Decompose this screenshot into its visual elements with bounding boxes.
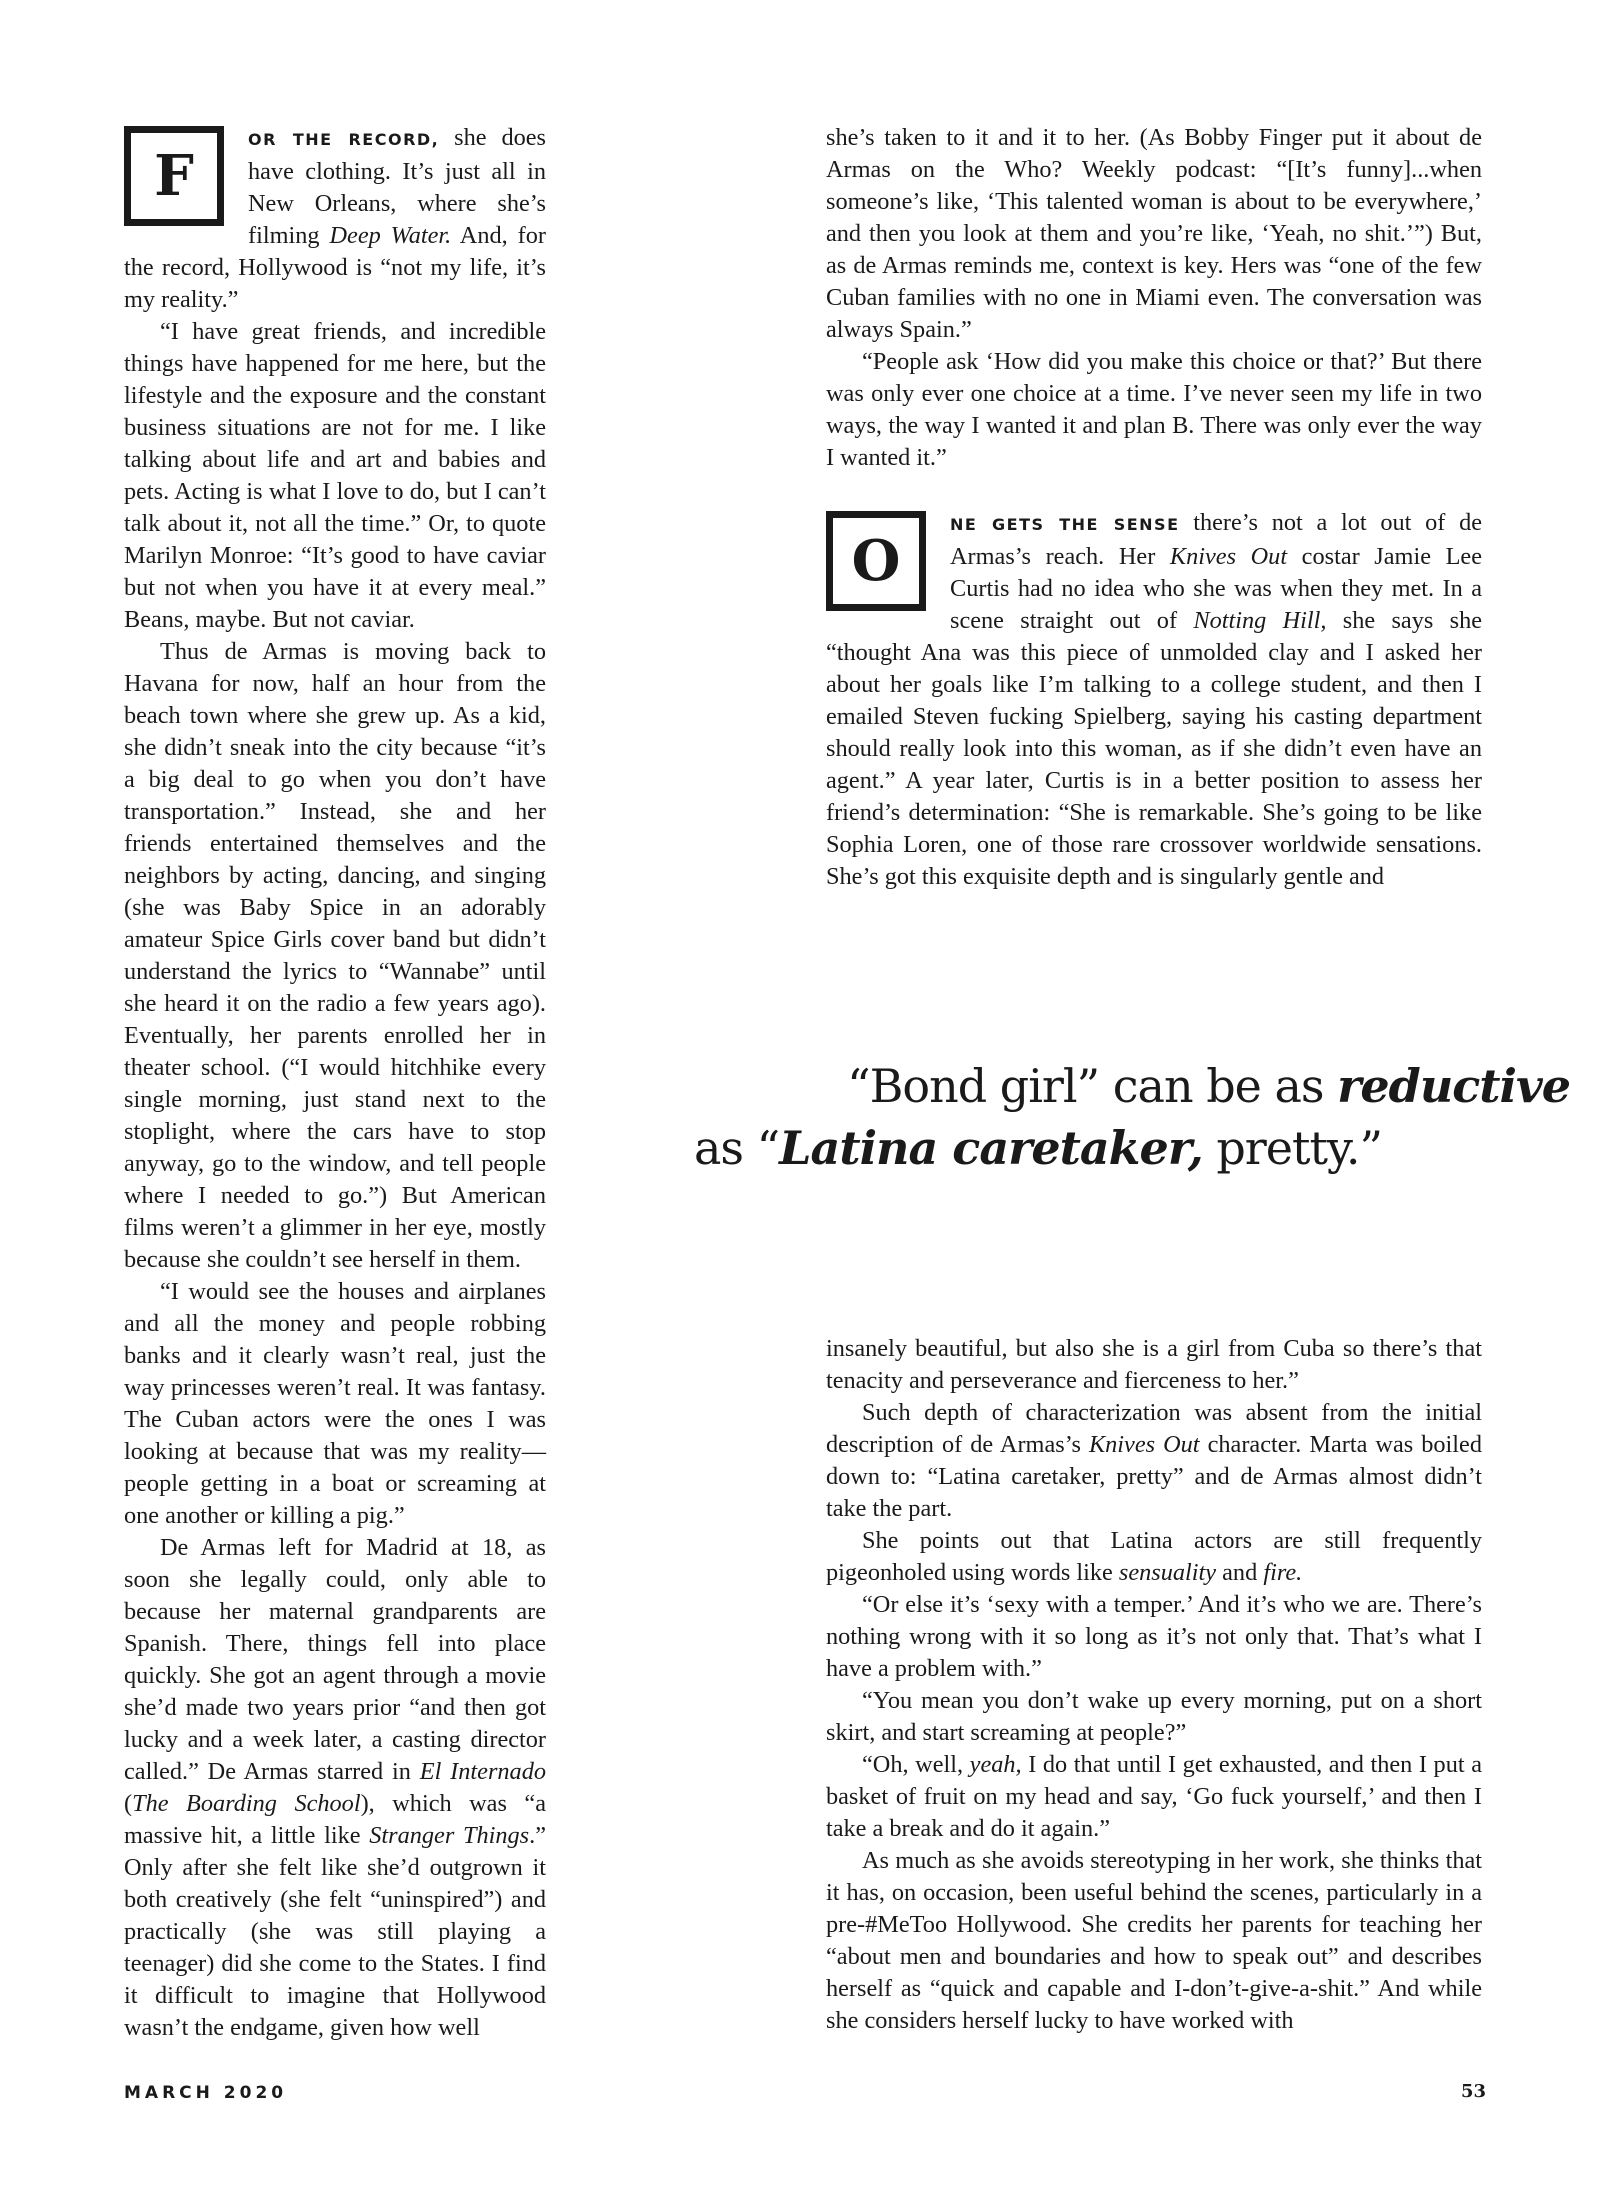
paragraph: insanely beautiful, but also she is a girl from Cuba so there’s that tenacity and perseverance and fierceness to her.” [826,1335,1482,1394]
paragraph: “People ask ‘How did you make this choice or that?’ But there was only ever one choice at a time. I’ve never seen my life in two ways, the way I wanted it and plan B. There was only ever the way I wanted it.” [826,348,1482,471]
drop-cap-o: O [826,511,926,611]
issue-date: MARCH 2020 [124,2083,288,2103]
paragraph: She points out that Latina actors are still frequently pigeonholed using words like sensuality and fire. [826,1527,1482,1586]
paragraph: “Oh, well, yeah, I do that until I get exhausted, and then I put a basket of fruit on my head and say, ‘Go fuck yourself,’ and then I take a break and do it again.” [826,1751,1482,1842]
run-in-heading: OR THE RECORD, [248,130,440,149]
right-column-bottom [826,1333,1482,2037]
page-number: 53 [1460,2081,1486,2102]
run-in-heading: NE GETS THE SENSE [950,515,1180,534]
pull-quote-line-2: as “Latina caretaker, pretty.” [694,1121,1383,1175]
paragraph: As much as she avoids stereotyping in her work, she thinks that it has, on occasion, been useful behind the scenes, particularly in a pre-#MeToo Hollywood. She credits her parents for teaching her “about men and boundaries and how to speak out” and describes herself as “quick and capable and I-don’t-give-a-shit.” And while she considers herself lucky to have worked with [826,1847,1482,2034]
pull-quote-line-1: “Bond girl” can be as reductive [847,1059,1570,1113]
left-column [124,122,546,2044]
paragraph: De Armas left for Madrid at 18, as soon she legally could, only able to because her maternal grandparents are Spanish. There, things fell into place quickly. She got an agent through a movie she’d made two years prior “and then got lucky and a week later, a casting director called.” De Armas starred in El Internado (The Boarding School), which was “a massive hit, a little like Stranger Things.” Only after she felt like she’d outgrown it both creatively (she felt “uninspired”) and practically (she was still playing a teenager) did she come to the States. I find it difficult to imagine that Hollywood wasn’t the endgame, given how well [124,1534,546,2041]
paragraph: OR THE RECORD, she does have clothing. It’s just all in New Orleans, where she’s filming Deep Water. And, for the record, Hollywood is “not my life, it’s my reality.” [124,124,546,313]
paragraph: “I have great friends, and incredible things have happened for me here, but the lifestyle and the exposure and the constant business situations are not for me. I like talking about life and art and babies and pets. Acting is what I love to do, but I can’t talk about it, not all the time.” Or, to quote Marilyn Monroe: “It’s good to have caviar but not when you have it at every meal.” Beans, maybe. But not caviar. [124,318,546,633]
pull-quote [694,1055,1570,1179]
paragraph: Thus de Armas is moving back to Havana for now, half an hour from the beach town where she grew up. As a kid, she didn’t sneak into the city because “it’s a big deal to go when you don’t have transportation.” Instead, she and her friends entertained themselves and the neighbors by acting, dancing, and singing (she was Baby Spice in an adorably amateur Spice Girls cover band but didn’t understand the lyrics to “Wannabe” until she heard it on the radio a few years ago). Eventually, her parents enrolled her in theater school. (“I would hitchhike every single morning, just stand next to the stoplight, where the cars have to stop anyway, go to the window, and tell people where I needed to go.”) But American films weren’t a glimmer in her eye, mostly because she couldn’t see herself in them. [124,638,546,1273]
paragraph: NE GETS THE SENSE there’s not a lot out of de Armas’s reach. Her Knives Out costar Jamie Lee Curtis had no idea who she was when they met. In a scene straight out of Notting Hill, she says she “thought Ana was this piece of unmolded clay and I asked her about her goals like I’m talking to a college student, and then I emailed Steven fucking Spielberg, saying his casting department should really look into this woman, as if she didn’t even have an agent.” A year later, Curtis is in a better position to assess her friend’s determination: “She is remarkable. She’s going to be like Sophia Loren, one of those rare crossover worldwide sensations. She’s got this exquisite depth and is singularly gentle and [826,509,1483,890]
right-column-top [826,122,1482,893]
paragraph: “You mean you don’t wake up every morning, put on a short skirt, and start screaming at people?” [826,1687,1482,1746]
paragraph: Such depth of characterization was absent from the initial description of de Armas’s Knives Out character. Marta was boiled down to: “Latina caretaker, pretty” and de Armas almost didn’t take the part. [826,1399,1482,1522]
paragraph: she’s taken to it and it to her. (As Bobby Finger put it about de Armas on the Who? Weekly podcast: “[It’s funny]...when someone’s like, ‘This talented woman is about to be everywhere,’ and then you look at them and you’re like, ‘Yeah, no shit.’”) But, as de Armas reminds me, context is key. Hers was “one of the few Cuban families with no one in Miami even. The conversation was always Spain.” [826,124,1482,343]
paragraph: “Or else it’s ‘sexy with a temper.’ And it’s who we are. There’s nothing wrong with it so long as it’s not only that. That’s what I have a problem with.” [826,1591,1482,1682]
paragraph: “I would see the houses and airplanes and all the money and people robbing banks and it clearly wasn’t real, just the way princesses weren’t real. It was fantasy. The Cuban actors were the ones I was looking at because that was my reality—people getting in a boat or screaming at one another or killing a pig.” [124,1278,546,1529]
drop-cap-f: F [124,126,224,226]
